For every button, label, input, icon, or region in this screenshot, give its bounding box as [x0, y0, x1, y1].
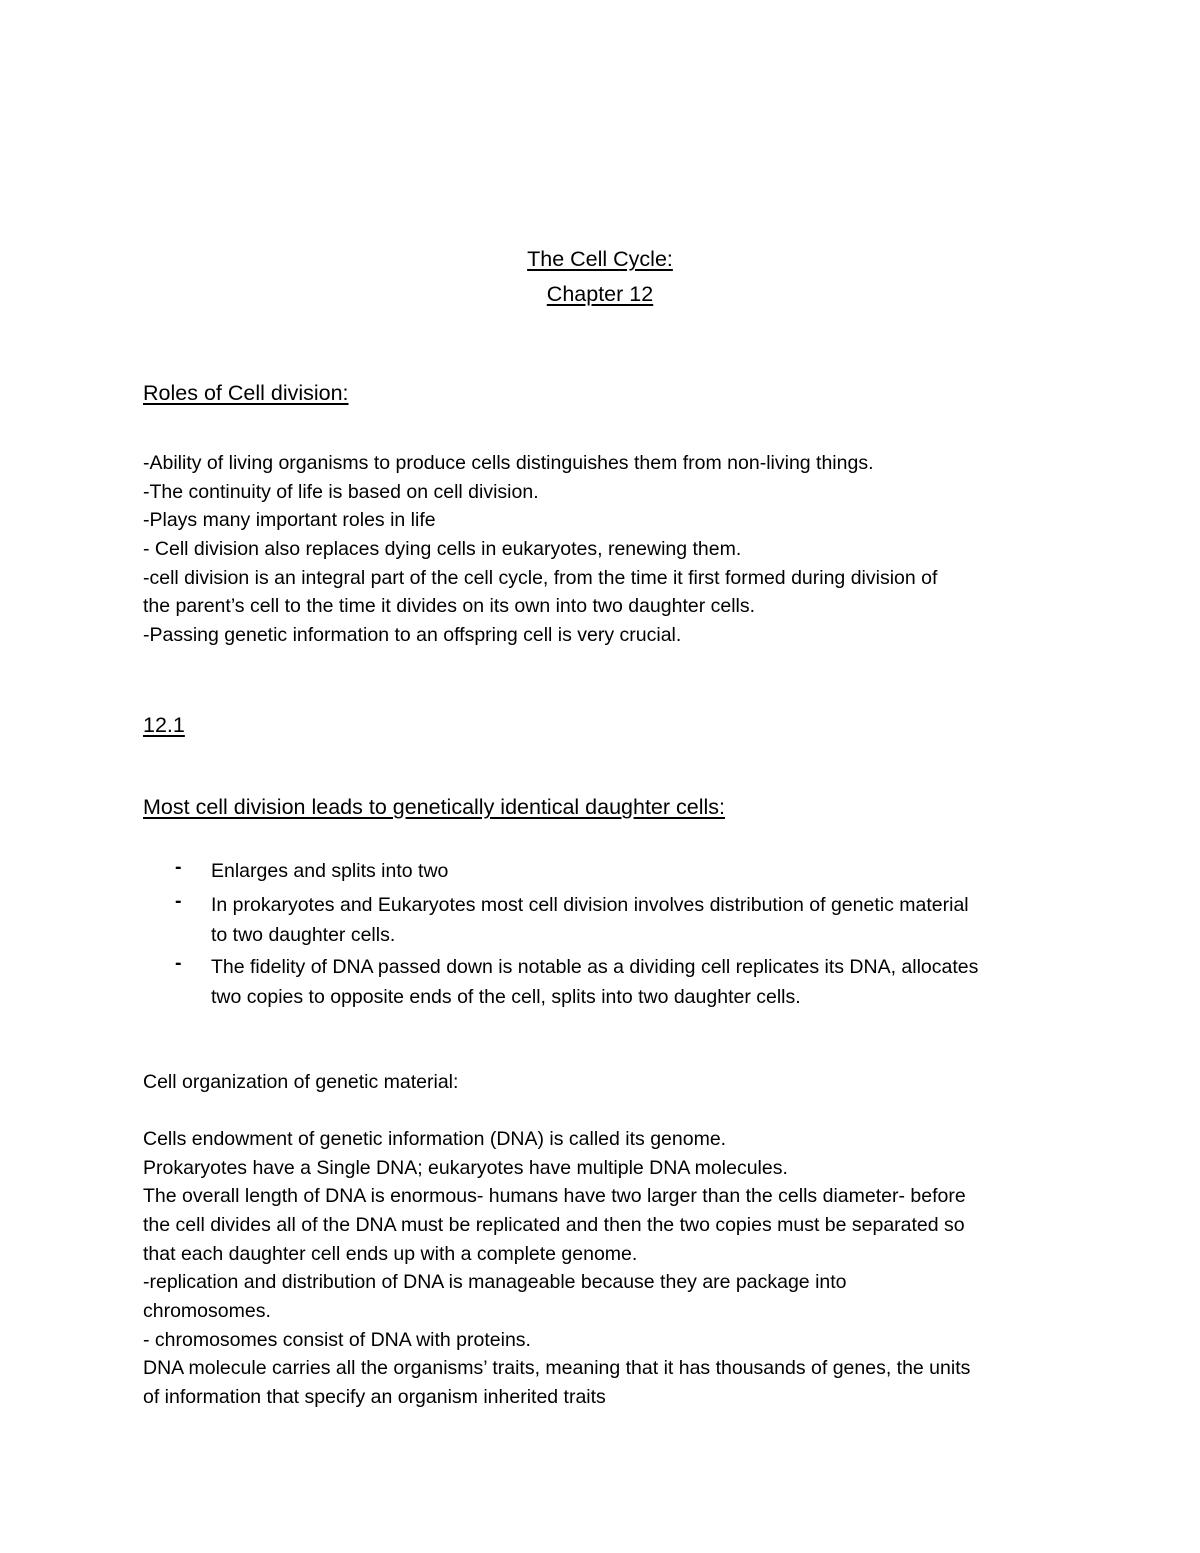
text-line: chromosomes. [143, 1300, 271, 1322]
bullet-dash: - [175, 856, 182, 878]
bullet-item-text-continued: to two daughter cells. [211, 924, 396, 946]
text-line: Cells endowment of genetic information (DNA) is called its genome. [143, 1128, 727, 1150]
text-line: the parent’s cell to the time it divides on its own into two daughter cells. [143, 595, 756, 617]
bullet-dash: - [175, 952, 182, 974]
text-line: -Passing genetic information to an offspring cell is very crucial. [143, 624, 682, 646]
text-line: -Plays many important roles in life [143, 509, 436, 531]
text-line: Prokaryotes have a Single DNA; eukaryotes have multiple DNA molecules. [143, 1157, 788, 1179]
text-line: The overall length of DNA is enormous- humans have two larger than the cells diameter- before [143, 1185, 966, 1207]
section-number: 12.1 [143, 713, 185, 737]
document-title: The Cell Cycle: [527, 247, 673, 271]
bullet-item-text: The fidelity of DNA passed down is notable as a dividing cell replicates its DNA, allocates [211, 956, 979, 978]
text-line: DNA molecule carries all the organisms’ traits, meaning that it has thousands of genes, the units [143, 1357, 971, 1379]
text-line: the cell divides all of the DNA must be replicated and then the two copies must be separated so [143, 1214, 965, 1236]
bullet-item-text: In prokaryotes and Eukaryotes most cell division involves distribution of genetic material [211, 894, 969, 916]
text-line: -The continuity of life is based on cell division. [143, 481, 539, 503]
chapter-label: Chapter 12 [546, 282, 654, 306]
section-heading-division: Most cell division leads to genetically identical daughter cells: [143, 795, 726, 819]
section-heading-roles: Roles of Cell division: [143, 381, 349, 405]
text-line: - chromosomes consist of DNA with proteins. [143, 1329, 531, 1351]
text-line: - Cell division also replaces dying cells in eukaryotes, renewing them. [143, 538, 742, 560]
bullet-item-text: Enlarges and splits into two [211, 860, 449, 882]
text-line: of information that specify an organism inherited traits [143, 1386, 606, 1408]
bullet-item-text-continued: two copies to opposite ends of the cell, splits into two daughter cells. [211, 986, 801, 1008]
section-heading-organization: Cell organization of genetic material: [143, 1071, 459, 1093]
bullet-dash: - [175, 890, 182, 912]
text-line: -replication and distribution of DNA is manageable because they are package into [143, 1271, 847, 1293]
text-line: -cell division is an integral part of the cell cycle, from the time it first formed during division of [143, 567, 938, 589]
text-line: -Ability of living organisms to produce cells distinguishes them from non-living things. [143, 452, 874, 474]
text-line: that each daughter cell ends up with a complete genome. [143, 1243, 638, 1265]
